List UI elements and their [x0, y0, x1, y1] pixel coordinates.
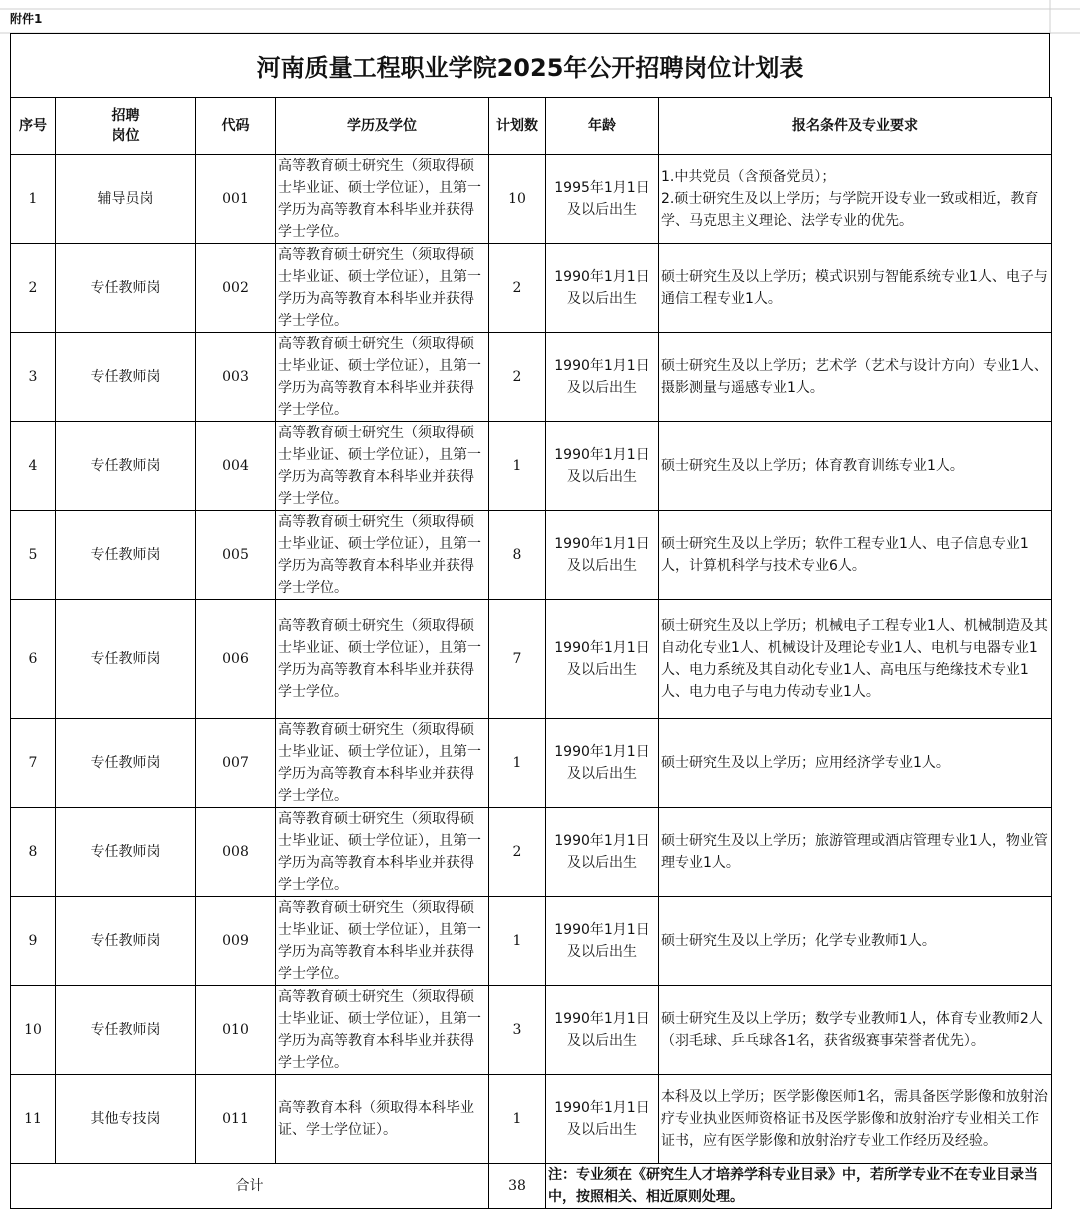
row-requirements: 硕士研究生及以上学历；机械电子工程专业1人、机械制造及其自动化专业1人、机械设计及理论专业1人、电机与电器专业1人、电力系统及其自动化专业1人、高电压与绝缘技术专业1人、电力电子与电力传动专业1人。	[659, 600, 1052, 719]
header-plan-count: 计划数	[489, 98, 546, 155]
row-seq: 3	[11, 333, 56, 422]
row-requirements: 本科及以上学历；医学影像医师1名，需具备医学影像和放射治疗专业执业医师资格证书及医学影像和放射治疗专业相关工作证书，应有医学影像和放射治疗专业工作经历及经验。	[659, 1075, 1052, 1164]
row-seq: 9	[11, 897, 56, 986]
row-education: 高等教育硕士研究生（须取得硕士毕业证、硕士学位证），且第一学历为高等教育本科毕业并获得学士学位。	[276, 897, 489, 986]
row-post: 专任教师岗	[56, 333, 196, 422]
page-title: 河南质量工程职业学院2025年公开招聘岗位计划表	[10, 33, 1050, 97]
recruitment-plan-table	[10, 97, 1052, 1209]
row-seq: 4	[11, 422, 56, 511]
total-note: 注：专业须在《研究生人才培养学科专业目录》中，若所学专业不在专业目录当中，按照相关、相近原则处理。	[546, 1164, 1052, 1209]
row-code: 009	[196, 897, 276, 986]
spreadsheet-header-grid	[0, 0, 1080, 34]
row-seq: 5	[11, 511, 56, 600]
row-post: 专任教师岗	[56, 244, 196, 333]
row-post: 专任教师岗	[56, 719, 196, 808]
row-seq: 11	[11, 1075, 56, 1164]
row-education: 高等教育本科（须取得本科毕业证、学士学位证）。	[276, 1075, 489, 1164]
row-requirements: 硕士研究生及以上学历；软件工程专业1人、电子信息专业1人，计算机科学与技术专业6人。	[659, 511, 1052, 600]
row-age: 1990年1月1日 及以后出生	[546, 422, 659, 511]
row-seq: 10	[11, 986, 56, 1075]
row-code: 004	[196, 422, 276, 511]
row-age: 1990年1月1日 及以后出生	[546, 719, 659, 808]
table-row	[11, 719, 1052, 808]
row-seq: 1	[11, 155, 56, 244]
row-seq: 7	[11, 719, 56, 808]
header-code: 代码	[196, 98, 276, 155]
row-plan-count: 2	[489, 244, 546, 333]
row-post: 专任教师岗	[56, 808, 196, 897]
header-requirements: 报名条件及专业要求	[659, 98, 1052, 155]
row-age: 1990年1月1日 及以后出生	[546, 986, 659, 1075]
total-row	[11, 1164, 1052, 1209]
table-row	[11, 600, 1052, 719]
header-post: 招聘 岗位	[56, 98, 196, 155]
row-age: 1990年1月1日 及以后出生	[546, 808, 659, 897]
row-education: 高等教育硕士研究生（须取得硕士毕业证、硕士学位证），且第一学历为高等教育本科毕业并获得学士学位。	[276, 719, 489, 808]
header-seq: 序号	[11, 98, 56, 155]
row-plan-count: 2	[489, 333, 546, 422]
row-plan-count: 1	[489, 897, 546, 986]
row-seq: 8	[11, 808, 56, 897]
row-requirements: 硕士研究生及以上学历；化学专业教师1人。	[659, 897, 1052, 986]
row-age: 1990年1月1日 及以后出生	[546, 600, 659, 719]
table-row	[11, 986, 1052, 1075]
total-label: 合计	[11, 1164, 489, 1209]
row-post: 辅导员岗	[56, 155, 196, 244]
table-header-row	[11, 98, 1052, 155]
row-age: 1990年1月1日 及以后出生	[546, 244, 659, 333]
row-requirements: 硕士研究生及以上学历；模式识别与智能系统专业1人、电子与通信工程专业1人。	[659, 244, 1052, 333]
row-plan-count: 1	[489, 422, 546, 511]
row-education: 高等教育硕士研究生（须取得硕士毕业证、硕士学位证），且第一学历为高等教育本科毕业并获得学士学位。	[276, 600, 489, 719]
row-seq: 6	[11, 600, 56, 719]
row-requirements: 硕士研究生及以上学历；体育教育训练专业1人。	[659, 422, 1052, 511]
row-education: 高等教育硕士研究生（须取得硕士毕业证、硕士学位证），且第一学历为高等教育本科毕业并获得学士学位。	[276, 986, 489, 1075]
row-requirements: 硕士研究生及以上学历；艺术学（艺术与设计方向）专业1人、摄影测量与遥感专业1人。	[659, 333, 1052, 422]
row-code: 011	[196, 1075, 276, 1164]
row-age: 1990年1月1日 及以后出生	[546, 1075, 659, 1164]
row-post: 专任教师岗	[56, 511, 196, 600]
row-education: 高等教育硕士研究生（须取得硕士毕业证、硕士学位证），且第一学历为高等教育本科毕业并获得学士学位。	[276, 511, 489, 600]
row-code: 008	[196, 808, 276, 897]
table-row	[11, 155, 1052, 244]
row-requirements: 硕士研究生及以上学历；应用经济学专业1人。	[659, 719, 1052, 808]
table-row	[11, 244, 1052, 333]
table-row	[11, 422, 1052, 511]
row-plan-count: 2	[489, 808, 546, 897]
row-code: 001	[196, 155, 276, 244]
table-row	[11, 897, 1052, 986]
row-plan-count: 7	[489, 600, 546, 719]
row-post: 专任教师岗	[56, 422, 196, 511]
row-seq: 2	[11, 244, 56, 333]
row-code: 002	[196, 244, 276, 333]
row-plan-count: 10	[489, 155, 546, 244]
row-code: 005	[196, 511, 276, 600]
row-post: 专任教师岗	[56, 897, 196, 986]
row-code: 006	[196, 600, 276, 719]
row-education: 高等教育硕士研究生（须取得硕士毕业证、硕士学位证），且第一学历为高等教育本科毕业并获得学士学位。	[276, 155, 489, 244]
row-education: 高等教育硕士研究生（须取得硕士毕业证、硕士学位证），且第一学历为高等教育本科毕业并获得学士学位。	[276, 333, 489, 422]
row-plan-count: 1	[489, 1075, 546, 1164]
row-age: 1990年1月1日 及以后出生	[546, 511, 659, 600]
row-education: 高等教育硕士研究生（须取得硕士毕业证、硕士学位证），且第一学历为高等教育本科毕业并获得学士学位。	[276, 244, 489, 333]
row-age: 1995年1月1日 及以后出生	[546, 155, 659, 244]
row-requirements: 硕士研究生及以上学历；旅游管理或酒店管理专业1人，物业管理专业1人。	[659, 808, 1052, 897]
row-requirements: 硕士研究生及以上学历；数学专业教师1人，体育专业教师2人（羽毛球、乒乓球各1名，获省级赛事荣誉者优先）。	[659, 986, 1052, 1075]
attachment-label: 附件1	[10, 12, 43, 26]
row-plan-count: 8	[489, 511, 546, 600]
table-row	[11, 1075, 1052, 1164]
row-plan-count: 3	[489, 986, 546, 1075]
total-plan-count: 38	[489, 1164, 546, 1209]
table-row	[11, 808, 1052, 897]
row-post: 专任教师岗	[56, 986, 196, 1075]
header-education: 学历及学位	[276, 98, 489, 155]
row-plan-count: 1	[489, 719, 546, 808]
row-code: 010	[196, 986, 276, 1075]
row-post: 其他专技岗	[56, 1075, 196, 1164]
row-code: 003	[196, 333, 276, 422]
row-post: 专任教师岗	[56, 600, 196, 719]
row-requirements: 1.中共党员（含预备党员）； 2.硕士研究生及以上学历；与学院开设专业一致或相近，教育学、马克思主义理论、法学专业的优先。	[659, 155, 1052, 244]
table-row	[11, 511, 1052, 600]
row-education: 高等教育硕士研究生（须取得硕士毕业证、硕士学位证），且第一学历为高等教育本科毕业并获得学士学位。	[276, 422, 489, 511]
row-age: 1990年1月1日 及以后出生	[546, 333, 659, 422]
row-education: 高等教育硕士研究生（须取得硕士毕业证、硕士学位证），且第一学历为高等教育本科毕业并获得学士学位。	[276, 808, 489, 897]
table-row	[11, 333, 1052, 422]
row-age: 1990年1月1日 及以后出生	[546, 897, 659, 986]
row-code: 007	[196, 719, 276, 808]
header-age: 年龄	[546, 98, 659, 155]
